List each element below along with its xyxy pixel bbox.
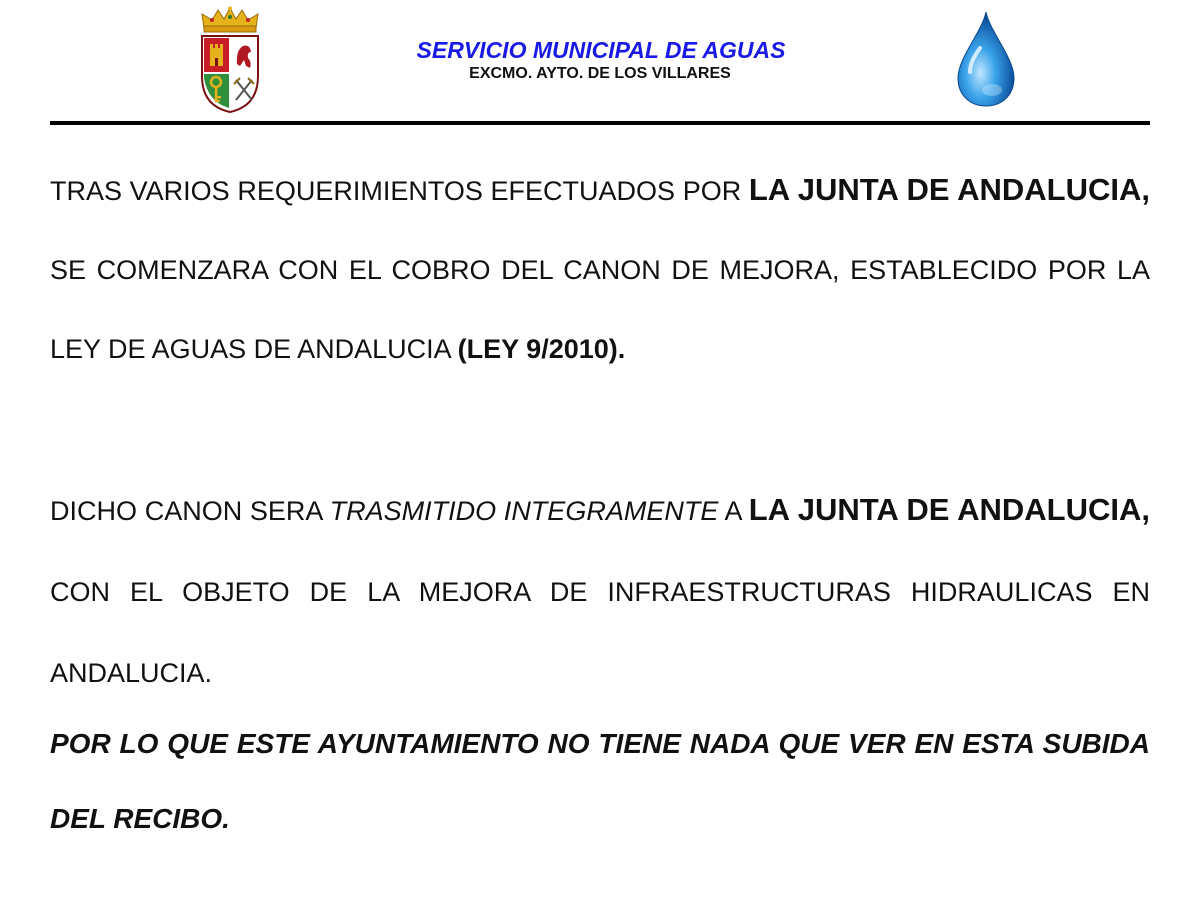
- junta-de-andalucia-emphasis-2: LA JUNTA DE ANDALUCIA,: [748, 492, 1151, 527]
- paragraph-2-text-a: DICHO CANON SERA: [50, 496, 330, 526]
- header-divider: [50, 121, 1150, 125]
- junta-de-andalucia-emphasis: LA JUNTA DE ANDALUCIA,: [748, 172, 1150, 207]
- paragraph-disclaimer: POR LO QUE ESTE AYUNTAMIENTO NO TIENE NADA QUE VER EN ESTA SUBIDA DEL RECIBO.: [50, 728, 1150, 834]
- trasmitido-integramente-emphasis: TRASMITIDO INTEGRAMENTE: [329, 496, 719, 526]
- header-subtitle: EXCMO. AYTO. DE LOS VILLARES: [469, 65, 731, 82]
- paragraph-2-text-b: A: [718, 496, 749, 526]
- paragraph-1-text-a: TRAS VARIOS REQUERIMIENTOS EFECTUADOS POR: [50, 176, 749, 206]
- document-header: [50, 0, 1150, 122]
- paragraph-1-text-b: SE COMENZARA CON EL COBRO DEL CANON DE MEJORA, ESTABLECIDO POR LA LEY DE AGUAS DE ANDALUCIA: [50, 255, 1150, 364]
- law-reference: (LEY 9/2010).: [457, 334, 626, 364]
- water-drop-icon: [956, 10, 1016, 108]
- crown-icon: [202, 7, 258, 33]
- header-title: SERVICIO MUNICIPAL DE AGUAS: [416, 37, 786, 63]
- paragraph-canon-transfer: [50, 469, 1150, 714]
- paragraph-canon-announcement: [50, 150, 1150, 389]
- paragraph-2-text-c: CON EL OBJETO DE LA MEJORA DE INFRAESTRUCTURAS HIDRAULICAS EN ANDALUCIA.: [50, 577, 1150, 688]
